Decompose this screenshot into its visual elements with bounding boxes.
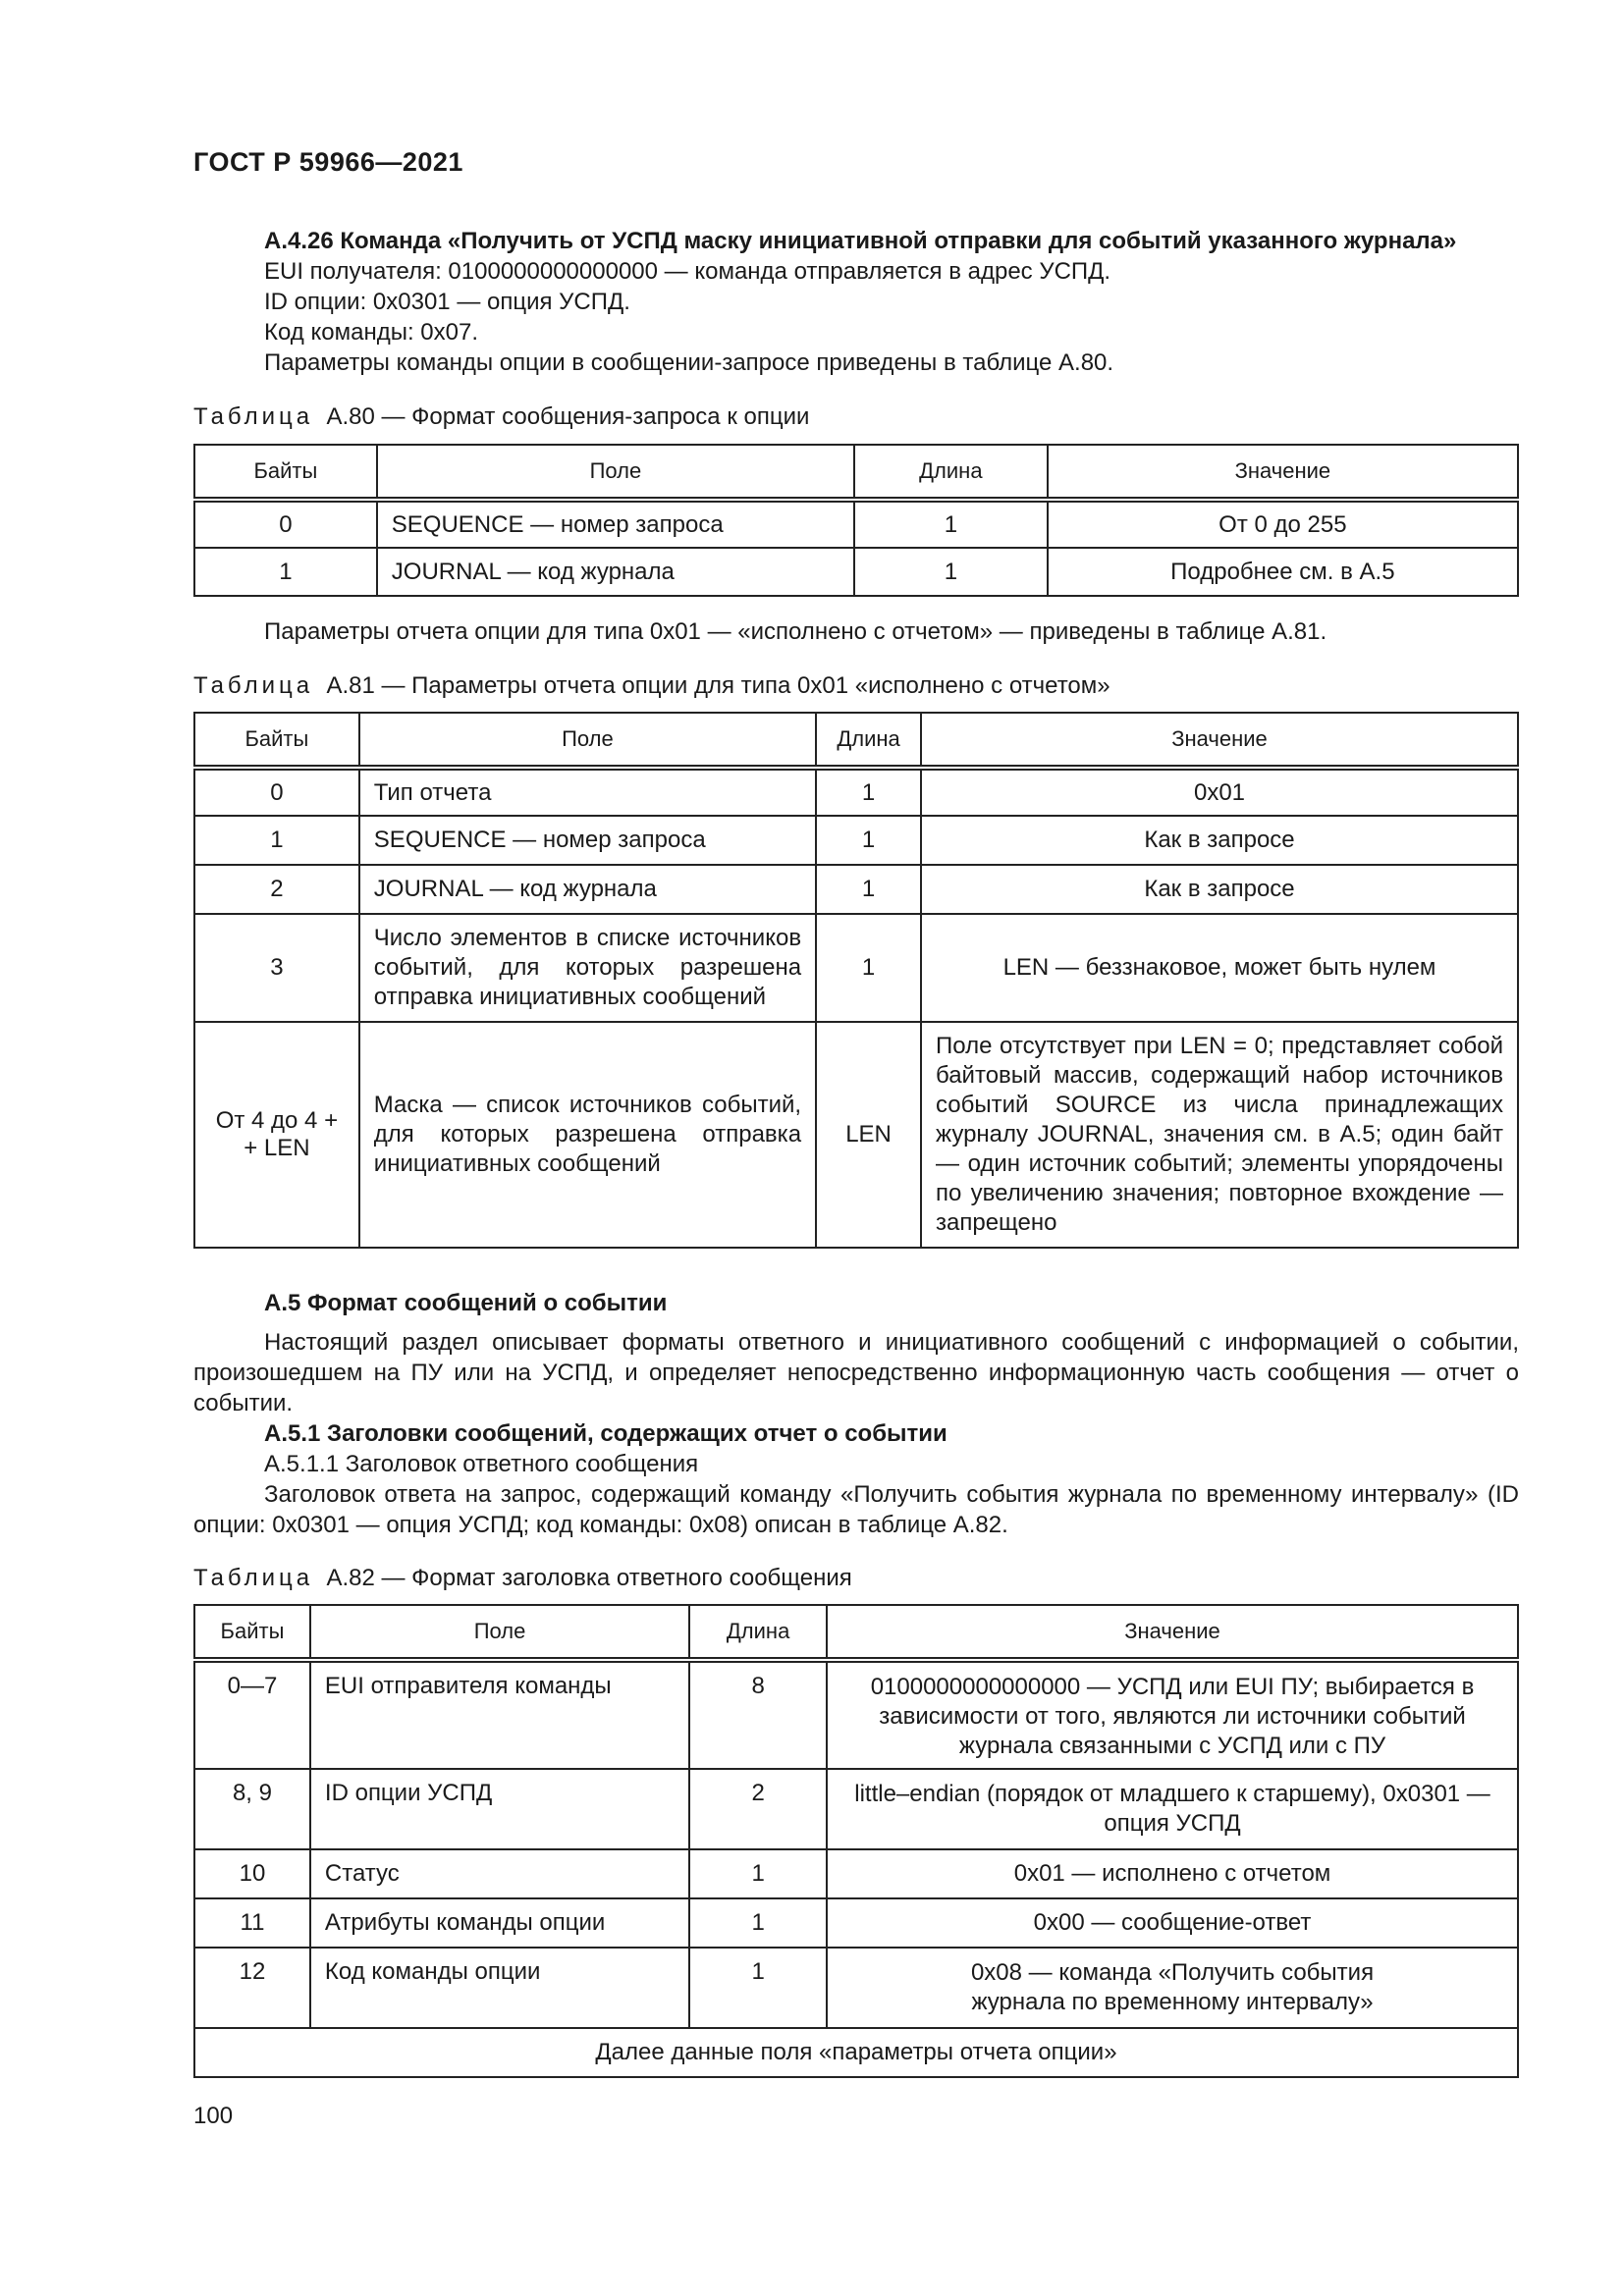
table-row <box>194 500 1518 548</box>
table80-cell: 1 <box>854 548 1048 596</box>
table82-cell: 1 <box>689 1849 827 1898</box>
table82-footer-cell: Далее данные поля «параметры отчета опции» <box>194 2028 1518 2077</box>
table81-cell: SEQUENCE — номер запроса <box>359 816 816 865</box>
table82-header-length: Длина <box>689 1605 827 1660</box>
section-a511-text: Заголовок ответа на запрос, содержащий команду «Получить события журнала по временному интервалу» (ID опции: 0x0301 — опция УСПД; код команды: 0x08) описан в таблице А.82. <box>193 1481 1519 1538</box>
table81-caption-prefix: Таблица <box>193 672 314 699</box>
table82-cell: Код команды опции <box>310 1948 689 2028</box>
table-a81 <box>193 712 1519 1249</box>
table80-cell: JOURNAL — код журнала <box>377 548 854 596</box>
table82-cell: EUI отправителя команды <box>310 1660 689 1769</box>
table80-caption-text: А.80 — Формат сообщения-запроса к опции <box>326 403 810 430</box>
table80-cell: SEQUENCE — номер запроса <box>377 500 854 548</box>
table82-cell: 10 <box>194 1849 310 1898</box>
table-row <box>194 2028 1518 2077</box>
table82-header-value: Значение <box>827 1605 1518 1660</box>
table80-cell: 1 <box>194 548 377 596</box>
table81-header-field: Поле <box>359 713 816 768</box>
table81-cell: 1 <box>816 914 921 1022</box>
table82-cell: 0—7 <box>194 1660 310 1769</box>
table-row <box>194 865 1518 914</box>
table82-cell: 2 <box>689 1769 827 1849</box>
table81-cell: Тип отчета <box>359 768 816 816</box>
table82-cell: 8 <box>689 1660 827 1769</box>
table82-cell: 0x00 — сообщение-ответ <box>827 1898 1518 1948</box>
report-params-paragraph: Параметры отчета опции для типа 0x01 — «исполнено с отчетом» — приведены в таблице А.81. <box>264 618 1327 645</box>
table82-cell: 1 <box>689 1948 827 2028</box>
table81-cell: 2 <box>194 865 359 914</box>
table82-header-field: Поле <box>310 1605 689 1660</box>
table-row <box>194 768 1518 816</box>
section-a426-line-1: EUI получателя: 0100000000000000 — команда отправляется в адрес УСПД. <box>264 258 1111 285</box>
document-header: ГОСТ Р 59966—2021 <box>193 147 463 177</box>
table-row <box>194 816 1518 865</box>
table82-cell: 8, 9 <box>194 1769 310 1849</box>
table-row <box>194 1849 1518 1898</box>
table81-cell: 1 <box>816 865 921 914</box>
table81-cell: JOURNAL — код журнала <box>359 865 816 914</box>
table82-cell: 0x08 — команда «Получить события журнала по временному интервалу» <box>827 1948 1518 2028</box>
table81-cell: Как в запросе <box>921 816 1518 865</box>
section-a5-text: Настоящий раздел описывает форматы ответного и инициативного сообщений с информацией о событии, произошедшем на ПУ или на УСПД, и определяет непосредственно информационную часть сообщения — отчет о событии. <box>193 1329 1519 1416</box>
table-row <box>194 914 1518 1022</box>
table82-caption-prefix: Таблица <box>193 1565 314 1591</box>
table82-cell: 0100000000000000 — УСПД или EUI ПУ; выбирается в зависимости от того, являются ли источники событий журнала связанными с УСПД или с ПУ <box>827 1660 1518 1769</box>
table-row <box>194 1769 1518 1849</box>
table82-header-bytes: Байты <box>194 1605 310 1660</box>
table81-cell: LEN — беззнаковое, может быть нулем <box>921 914 1518 1022</box>
table81-header-value: Значение <box>921 713 1518 768</box>
table81-header-bytes: Байты <box>194 713 359 768</box>
table82-cell: Атрибуты команды опции <box>310 1898 689 1948</box>
table80-caption <box>193 401 809 432</box>
table80-cell: От 0 до 255 <box>1048 500 1518 548</box>
table80-caption-prefix: Таблица <box>193 403 314 430</box>
table-row <box>194 1660 1518 1769</box>
section-a5-heading: А.5 Формат сообщений о событии <box>264 1290 668 1316</box>
table81-cell: Число элементов в списке источников событий, для которых разрешена отправка инициативных сообщений <box>359 914 816 1022</box>
table80-header-value: Значение <box>1048 445 1518 500</box>
table81-cell: 1 <box>816 816 921 865</box>
table82-cell: 0x01 — исполнено с отчетом <box>827 1849 1518 1898</box>
table82-caption-text: А.82 — Формат заголовка ответного сообщения <box>326 1565 852 1591</box>
table82-cell: Статус <box>310 1849 689 1898</box>
table82-cell: 1 <box>689 1898 827 1948</box>
table81-cell: Поле отсутствует при LEN = 0; представляет собой байтовый массив, содержащий набор источников событий SOURCE из числа принадлежащих журналу JOURNAL, значения см. в А.5; один байт — один источник событий; элементы упорядочены по увеличению значения; повторное вхождение — запрещено <box>921 1022 1518 1248</box>
table-row <box>194 1898 1518 1948</box>
table82-cell: ID опции УСПД <box>310 1769 689 1849</box>
table82-cell: 11 <box>194 1898 310 1948</box>
table-row <box>194 548 1518 596</box>
table82-caption <box>193 1563 852 1593</box>
table82-cell: little–endian (порядок от младшего к старшему), 0x0301 — опция УСПД <box>827 1769 1518 1849</box>
table80-cell: 1 <box>854 500 1048 548</box>
table-a82 <box>193 1604 1519 2078</box>
table81-cell: 0x01 <box>921 768 1518 816</box>
section-a511-heading: А.5.1.1 Заголовок ответного сообщения <box>264 1451 699 1477</box>
table80-cell: Подробнее см. в А.5 <box>1048 548 1518 596</box>
section-a426-heading: А.4.26 Команда «Получить от УСПД маску инициативной отправки для событий указанного журнала» <box>264 228 1457 254</box>
table81-caption-text: А.81 — Параметры отчета опции для типа 0x01 «исполнено с отчетом» <box>326 672 1110 699</box>
table82-cell: 12 <box>194 1948 310 2028</box>
table81-cell: От 4 до 4 + + LEN <box>194 1022 359 1248</box>
table80-cell: 0 <box>194 500 377 548</box>
table-row <box>194 1948 1518 2028</box>
table-row <box>194 1022 1518 1248</box>
table80-header-bytes: Байты <box>194 445 377 500</box>
table-a80 <box>193 444 1519 597</box>
section-a51-heading: А.5.1 Заголовки сообщений, содержащих отчет о событии <box>264 1420 947 1447</box>
table81-caption <box>193 670 1110 701</box>
section-a426-line-3: Код команды: 0x07. <box>264 319 478 346</box>
table81-cell: 1 <box>816 768 921 816</box>
section-a426-line-4: Параметры команды опции в сообщении-запросе приведены в таблице А.80. <box>264 349 1114 376</box>
table80-header-length: Длина <box>854 445 1048 500</box>
table81-header-length: Длина <box>816 713 921 768</box>
page-number: 100 <box>193 2103 234 2129</box>
table81-cell: 1 <box>194 816 359 865</box>
section-a426-line-2: ID опции: 0x0301 — опция УСПД. <box>264 289 630 315</box>
table81-cell: LEN <box>816 1022 921 1248</box>
table81-cell: 3 <box>194 914 359 1022</box>
table80-header-field: Поле <box>377 445 854 500</box>
table81-cell: Маска — список источников событий, для которых разрешена отправка инициативных сообщений <box>359 1022 816 1248</box>
table81-cell: Как в запросе <box>921 865 1518 914</box>
table81-cell: 0 <box>194 768 359 816</box>
